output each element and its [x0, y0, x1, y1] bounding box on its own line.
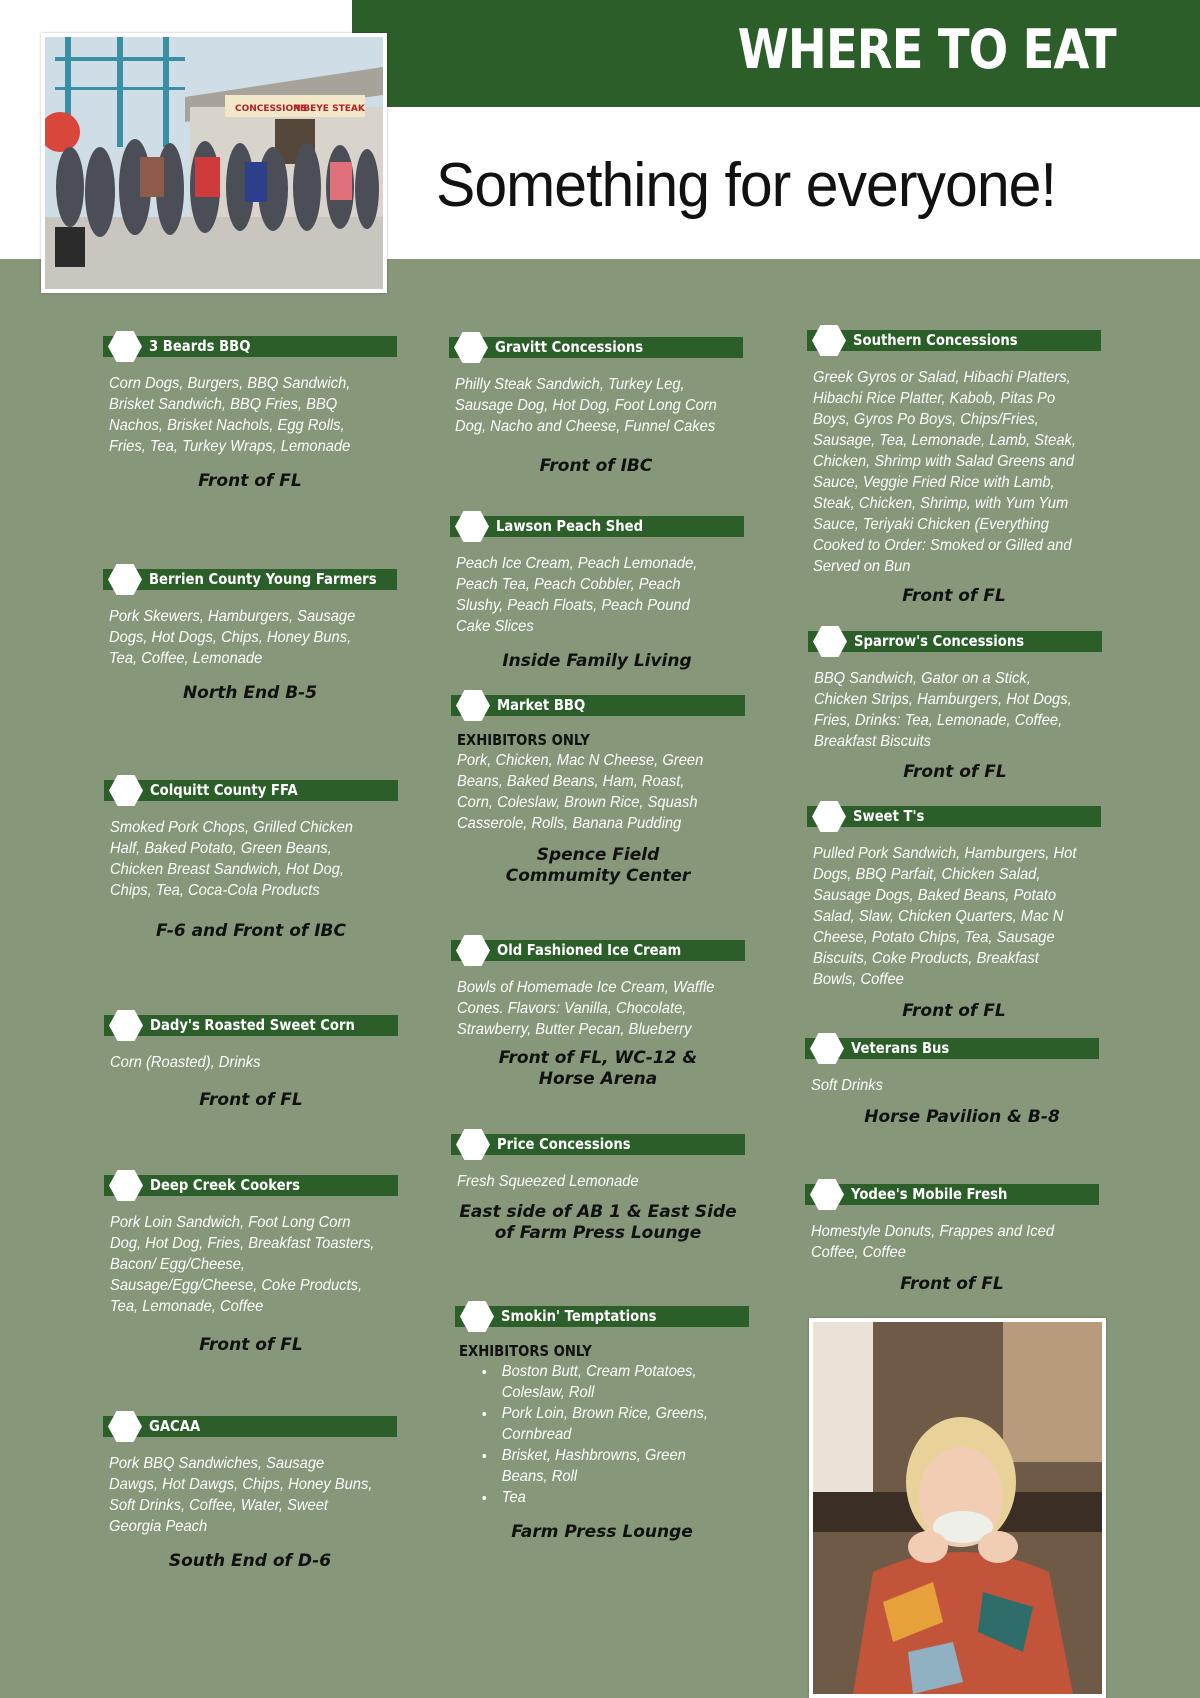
exhibitors-only-label: EXHIBITORS ONLY	[459, 1342, 592, 1360]
vendor-sweet-ts	[807, 806, 1101, 1022]
vendor-menu: Greek Gyros or Salad, Hibachi Platters, Hibachi Rice Platter, Kabob, Pitas Po Boys, Gyros Po Boys, Chips/Fries, Sausage, Tea, Lemonade, Lamb, Steak, Chicken, Shrimp with Salad Greens and Sauce, Veggie Fried Rice with Lamb, Steak, Chicken, Shrimp, with Yum Yum Sauce, Teriyaki Chicken (Everything Cooked to Order: Smoked or Gilled and Served on Bun	[813, 369, 1076, 575]
vendor-yodees-mobile-fresh	[805, 1184, 1099, 1295]
vendor-menu: Philly Steak Sandwich, Turkey Leg, Sausage Dog, Hot Dog, Foot Long Corn Dog, Nacho and Cheese, Funnel Cakes	[455, 376, 717, 435]
menu-bullet-list	[465, 1361, 726, 1508]
hexagon-icon	[812, 801, 846, 832]
vendor-location: Front of FL, WC-12 & Horse Arena	[498, 1048, 698, 1089]
vendor-veterans-bus	[805, 1038, 1099, 1128]
title-banner	[352, 0, 1200, 107]
vendor-name: Sweet T's	[853, 807, 925, 825]
vendor-lawson-peach-shed	[450, 516, 744, 672]
vendor-name-bar	[450, 516, 744, 537]
vendor-location: Farm Press Lounge	[511, 1522, 693, 1542]
vendor-name-bar	[451, 940, 745, 961]
exhibitors-only-label: EXHIBITORS ONLY	[457, 731, 590, 749]
vendor-name: Gravitt Concessions	[495, 338, 644, 356]
vendor-location: Inside Family Living	[502, 651, 692, 671]
vendor-location: North End B-5	[182, 683, 318, 703]
vendor-location: Horse Pavilion & B-8	[864, 1107, 1060, 1127]
vendor-menu: Soft Drinks	[811, 1077, 883, 1094]
vendor-deep-creek-cookers	[104, 1175, 398, 1356]
hexagon-icon	[108, 564, 142, 595]
vendor-sparrows-concessions	[808, 631, 1102, 783]
crowd-photo	[41, 33, 387, 293]
vendor-location: Front of FL	[903, 762, 1007, 782]
vendor-menu: Pork BBQ Sandwiches, Sausage Dawgs, Hot Dawgs, Chips, Honey Buns, Soft Drinks, Coffee, Water, Sweet Georgia Peach	[109, 1455, 373, 1535]
girl-eating-photo-image	[813, 1322, 1102, 1694]
vendor-menu: Corn (Roasted), Drinks	[110, 1054, 261, 1071]
hexagon-icon	[109, 1010, 143, 1041]
vendor-location: Front of FL	[902, 1001, 1006, 1021]
vendor-price-concessions	[451, 1134, 745, 1244]
hexagon-icon	[812, 325, 846, 356]
vendor-location: Spence Field Commumity Center	[505, 845, 691, 886]
vendor-name: GACAA	[149, 1417, 201, 1435]
vendor-name-bar	[103, 336, 397, 357]
vendor-name: 3 Beards BBQ	[149, 337, 251, 355]
vendor-name: Colquitt County FFA	[150, 781, 298, 799]
vendor-name: Veterans Bus	[851, 1039, 950, 1057]
vendor-market-bbq	[451, 695, 745, 887]
crowd-photo-image	[45, 37, 391, 297]
vendor-location: South End of D-6	[168, 1551, 332, 1571]
vendor-name-bar	[807, 330, 1101, 351]
page-title: WHERE TO EAT	[737, 18, 1116, 81]
vendor-name-bar	[449, 337, 743, 358]
vendor-name-bar	[104, 780, 398, 801]
vendor-menu: Bowls of Homemade Ice Cream, Waffle Cones. Flavors: Vanilla, Chocolate, Strawberry, Butter Pecan, Blueberry	[457, 979, 715, 1038]
vendor-menu: BBQ Sandwich, Gator on a Stick, Chicken Strips, Hamburgers, Hot Dogs, Fries, Drinks: Tea, Lemonade, Coffee, Breakfast Biscuits	[814, 670, 1072, 750]
vendor-location: Front of IBC	[539, 456, 653, 476]
vendor-name: Market BBQ	[497, 696, 586, 714]
vendor-name: Deep Creek Cookers	[150, 1176, 300, 1194]
vendor-location: East side of AB 1 & East Side of Farm Press Lounge	[459, 1202, 737, 1243]
vendor-name-bar	[807, 806, 1101, 827]
vendor-menu: Corn Dogs, Burgers, BBQ Sandwich, Brisket Sandwich, BBQ Fries, BBQ Nachos, Brisket Nachols, Egg Rolls, Fries, Tea, Turkey Wraps, Lemonade	[109, 375, 351, 455]
vendor-name: Berrien County Young Farmers	[149, 570, 377, 588]
vendor-name-bar	[808, 631, 1102, 652]
vendor-name-bar	[451, 1134, 745, 1155]
vendor-menu: Pork Skewers, Hamburgers, Sausage Dogs, Hot Dogs, Chips, Honey Buns, Tea, Coffee, Lemonade	[109, 608, 356, 667]
vendor-name-bar	[805, 1038, 1099, 1059]
vendor-name-bar	[455, 1306, 749, 1327]
vendor-menu: Smoked Pork Chops, Grilled Chicken Half, Baked Potato, Green Beans, Chicken Breast Sandwich, Hot Dog, Chips, Tea, Coca-Cola Products	[110, 819, 353, 899]
hexagon-icon	[109, 775, 143, 806]
vendor-location: F-6 and Front of IBC	[156, 921, 346, 941]
vendor-name-bar	[103, 569, 397, 590]
vendor-menu: Fresh Squeezed Lemonade	[457, 1173, 639, 1190]
vendor-name-bar	[805, 1184, 1099, 1205]
menu-bullet-item: • Pork Loin, Brown Rice, Greens, Cornbread	[496, 1403, 726, 1445]
vendor-menu: Pork, Chicken, Mac N Cheese, Green Beans, Baked Beans, Ham, Roast, Corn, Coleslaw, Brown Rice, Squash Casserole, Rolls, Banana Pudding	[457, 752, 704, 832]
vendor-name: Smokin' Temptations	[501, 1307, 657, 1325]
menu-bullet-item: • Tea	[496, 1487, 726, 1508]
vendor-gacaa	[103, 1416, 397, 1572]
vendor-name: Dady's Roasted Sweet Corn	[150, 1016, 355, 1034]
vendor-menu: Pulled Pork Sandwich, Hamburgers, Hot Dogs, BBQ Parfait, Chicken Salad, Sausage Dogs, Baked Beans, Potato Salad, Slaw, Chicken Quarters, Mac N Cheese, Potato Chips, Tea, Sausage Biscuits, Coke Products, Breakfast Bowls, Coffee	[813, 845, 1077, 988]
vendor-location: Front of FL	[902, 586, 1006, 606]
girl-eating-photo	[809, 1318, 1106, 1698]
hexagon-icon	[810, 1179, 844, 1210]
page-subtitle: Something for everyone!	[436, 151, 1056, 220]
vendor-3-beards-bbq	[103, 336, 397, 492]
vendor-smokin-temptations	[455, 1306, 749, 1543]
vendor-dadys-roasted-sweet-corn	[104, 1015, 398, 1111]
vendor-gravitt-concessions	[449, 337, 743, 477]
hexagon-icon	[456, 690, 490, 721]
hexagon-icon	[454, 332, 488, 363]
vendor-name: Southern Concessions	[853, 331, 1018, 349]
vendor-berrien-county-young-farmers	[103, 569, 397, 704]
vendor-name-bar	[103, 1416, 397, 1437]
menu-bullet-item: • Brisket, Hashbrowns, Green Beans, Roll	[496, 1445, 726, 1487]
vendor-old-fashioned-ice-cream	[451, 940, 745, 1090]
vendor-name: Price Concessions	[497, 1135, 631, 1153]
vendor-menu: Homestyle Donuts, Frappes and Iced Coffee, Coffee	[811, 1223, 1055, 1261]
vendor-name-bar	[451, 695, 745, 716]
hexagon-icon	[109, 1170, 143, 1201]
stand-sign-left: CONCESSIONS	[235, 104, 308, 114]
vendor-name: Old Fashioned Ice Cream	[497, 941, 682, 959]
hexagon-icon	[460, 1301, 494, 1332]
hexagon-icon	[810, 1033, 844, 1064]
stand-sign-right: RIBEYE STEAK	[293, 104, 365, 114]
hexagon-icon	[813, 626, 847, 657]
vendor-name: Lawson Peach Shed	[496, 517, 644, 535]
hexagon-icon	[108, 1411, 142, 1442]
vendor-menu: Peach Ice Cream, Peach Lemonade, Peach Tea, Peach Cobbler, Peach Slushy, Peach Floats, Peach Pound Cake Slices	[456, 555, 698, 635]
vendor-southern-concessions	[807, 330, 1101, 607]
vendor-location: Front of FL	[199, 1335, 303, 1355]
vendor-colquitt-county-ffa	[104, 780, 398, 942]
vendor-menu: Pork Loin Sandwich, Foot Long Corn Dog, Hot Dog, Fries, Breakfast Toasters, Bacon/ Egg/Cheese, Sausage/Egg/Cheese, Coke Products, Tea, Lemonade, Coffee	[110, 1214, 375, 1315]
vendor-name: Yodee's Mobile Fresh	[851, 1185, 1008, 1203]
hexagon-icon	[456, 935, 490, 966]
hexagon-icon	[456, 1129, 490, 1160]
vendor-name: Sparrow's Concessions	[854, 632, 1025, 650]
hexagon-icon	[108, 331, 142, 362]
vendor-location: Front of FL	[198, 471, 302, 491]
hexagon-icon	[455, 511, 489, 542]
vendor-name-bar	[104, 1015, 398, 1036]
menu-bullet-item: • Boston Butt, Cream Potatoes, Coleslaw, Roll	[496, 1361, 726, 1403]
vendor-location: Front of FL	[199, 1090, 303, 1110]
vendor-location: Front of FL	[900, 1274, 1004, 1294]
vendor-name-bar	[104, 1175, 398, 1196]
